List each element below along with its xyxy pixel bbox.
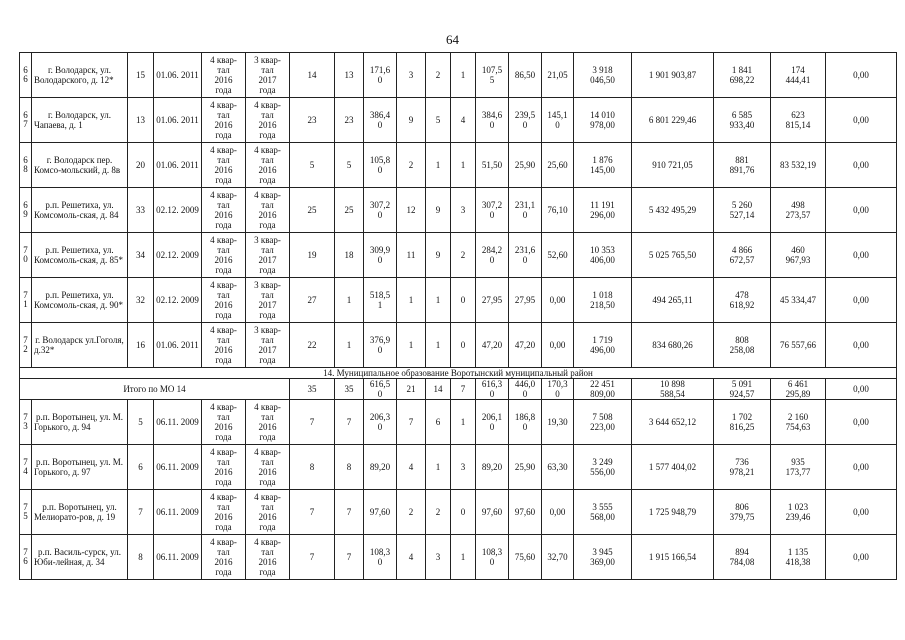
- table-cell: 11: [397, 233, 426, 278]
- row-number-digit: 3: [23, 421, 28, 431]
- table-cell: 47,20: [476, 323, 509, 368]
- row-number: [20, 535, 32, 580]
- table-cell: 1: [426, 323, 451, 368]
- table-cell: 27: [290, 278, 335, 323]
- table-cell: 0,00: [826, 490, 897, 535]
- rows-after-section: [20, 400, 897, 580]
- table-cell: 14: [290, 53, 335, 98]
- total-cell: 35: [335, 379, 364, 400]
- table-cell: 32,70: [542, 535, 574, 580]
- table-cell: 2 160 754,63: [771, 400, 826, 445]
- row-number: [20, 188, 32, 233]
- table-cell: 1 018 218,50: [574, 278, 632, 323]
- table-cell: 7: [397, 400, 426, 445]
- table-cell: 4 квар- тал 2016 года: [202, 490, 246, 535]
- table-cell: 7 508 223,00: [574, 400, 632, 445]
- table-cell: 0,00: [826, 233, 897, 278]
- table-cell: 1: [397, 278, 426, 323]
- address-cell: г. Володарск пер. Комсо-мольский, д. 8в: [32, 143, 128, 188]
- table-cell: 02.12. 2009: [154, 233, 202, 278]
- address-cell: р.п. Василь-сурск, ул. Юби-лейная, д. 34: [32, 535, 128, 580]
- table-cell: 384,6 0: [476, 98, 509, 143]
- row-number: [20, 445, 32, 490]
- row-number-digit: 6: [23, 200, 28, 210]
- table-cell: 01.06. 2011: [154, 143, 202, 188]
- table-cell: 1 135 418,38: [771, 535, 826, 580]
- table-cell: 1: [451, 143, 476, 188]
- row-number-digit: 7: [23, 245, 28, 255]
- table-cell: 89,20: [476, 445, 509, 490]
- table-row: [20, 233, 897, 278]
- row-number: [20, 98, 32, 143]
- table-cell: 8: [335, 445, 364, 490]
- rows-before-section: [20, 53, 897, 368]
- table-cell: 06.11. 2009: [154, 490, 202, 535]
- table-cell: 14 010 978,00: [574, 98, 632, 143]
- table-cell: 3 555 568,00: [574, 490, 632, 535]
- row-number: [20, 233, 32, 278]
- address-cell: г. Володарск, ул. Чапаева, д. 1: [32, 98, 128, 143]
- row-number-digit: 6: [23, 74, 28, 84]
- table-cell: 0,00: [826, 535, 897, 580]
- table-cell: 06.11. 2009: [154, 445, 202, 490]
- table-cell: 12: [397, 188, 426, 233]
- table-cell: 498 273,57: [771, 188, 826, 233]
- table-cell: 307,2 0: [364, 188, 397, 233]
- total-cell: 22 451 809,00: [574, 379, 632, 400]
- table-cell: 0,00: [826, 143, 897, 188]
- table-cell: 06.11. 2009: [154, 535, 202, 580]
- table-cell: 76 557,66: [771, 323, 826, 368]
- table-cell: 478 618,92: [714, 278, 771, 323]
- table-cell: 4 квар- тал 2016 года: [202, 188, 246, 233]
- table-cell: 97,60: [476, 490, 509, 535]
- table-cell: 10 353 406,00: [574, 233, 632, 278]
- table-cell: 7: [290, 535, 335, 580]
- table-cell: 4 квар- тал 2016 года: [202, 278, 246, 323]
- table-cell: 894 784,08: [714, 535, 771, 580]
- table-cell: 1: [451, 53, 476, 98]
- table-cell: 25,90: [509, 143, 542, 188]
- table-cell: 52,60: [542, 233, 574, 278]
- table-cell: 0,00: [826, 188, 897, 233]
- table-cell: 145,1 0: [542, 98, 574, 143]
- table-cell: 2: [397, 490, 426, 535]
- table-row: [20, 53, 897, 98]
- table-cell: 25: [335, 188, 364, 233]
- table-cell: 8: [290, 445, 335, 490]
- table-cell: 3: [451, 188, 476, 233]
- table-cell: 3: [451, 445, 476, 490]
- table-cell: 3 644 652,12: [632, 400, 714, 445]
- table-cell: 1: [426, 445, 451, 490]
- total-cell: 0,00: [826, 379, 897, 400]
- table-cell: 186,8 0: [509, 400, 542, 445]
- table-cell: 9: [426, 188, 451, 233]
- row-number: [20, 278, 32, 323]
- table-cell: 02.12. 2009: [154, 188, 202, 233]
- table-cell: 736 978,21: [714, 445, 771, 490]
- table-cell: 309,9 0: [364, 233, 397, 278]
- row-number: [20, 143, 32, 188]
- table-row: [20, 490, 897, 535]
- page-number: 64: [446, 32, 459, 47]
- row-number: [20, 490, 32, 535]
- table-cell: 105,8 0: [364, 143, 397, 188]
- table-cell: 86,50: [509, 53, 542, 98]
- section-header-row: [20, 368, 897, 379]
- table-cell: 239,5 0: [509, 98, 542, 143]
- table-cell: 4 квар- тал 2016 года: [202, 53, 246, 98]
- table-cell: 7: [335, 535, 364, 580]
- table-cell: 910 721,05: [632, 143, 714, 188]
- table-cell: 3 квар- тал 2017 года: [246, 233, 290, 278]
- table-cell: 3: [426, 535, 451, 580]
- total-cell: 6 461 295,89: [771, 379, 826, 400]
- table-cell: 206,3 0: [364, 400, 397, 445]
- table-cell: 2: [426, 490, 451, 535]
- table-cell: 623 815,14: [771, 98, 826, 143]
- table-cell: 0,00: [542, 278, 574, 323]
- table-cell: 284,2 0: [476, 233, 509, 278]
- table-cell: 881 891,76: [714, 143, 771, 188]
- row-number-digit: 7: [23, 119, 28, 129]
- table-cell: 518,5 1: [364, 278, 397, 323]
- table-cell: 5 025 765,50: [632, 233, 714, 278]
- table-cell: 0,00: [826, 53, 897, 98]
- table-cell: 19,30: [542, 400, 574, 445]
- table-cell: 3 945 369,00: [574, 535, 632, 580]
- table-cell: 5: [128, 400, 154, 445]
- table-cell: 1: [426, 143, 451, 188]
- table-cell: 4 квар- тал 2016 года: [246, 490, 290, 535]
- table-cell: 2: [397, 143, 426, 188]
- table-cell: 51,50: [476, 143, 509, 188]
- table-cell: 9: [397, 98, 426, 143]
- total-cell: 21: [397, 379, 426, 400]
- row-number-digit: 6: [23, 110, 28, 120]
- table-cell: 0,00: [826, 98, 897, 143]
- table-cell: 4 квар- тал 2016 года: [202, 535, 246, 580]
- table-cell: 7: [290, 400, 335, 445]
- table-cell: 7: [335, 490, 364, 535]
- table-cell: 2: [426, 53, 451, 98]
- table-cell: 0: [451, 490, 476, 535]
- row-number-digit: 6: [23, 155, 28, 165]
- table-cell: 808 258,08: [714, 323, 771, 368]
- address-cell: р.п. Воротынец, ул. М. Горького, д. 94: [32, 400, 128, 445]
- total-cell: 10 898 588,54: [632, 379, 714, 400]
- table-cell: 13: [335, 53, 364, 98]
- table-cell: 4: [397, 535, 426, 580]
- table-cell: 494 265,11: [632, 278, 714, 323]
- table-cell: 386,4 0: [364, 98, 397, 143]
- table-row: [20, 400, 897, 445]
- row-number: [20, 400, 32, 445]
- table-cell: 2: [451, 233, 476, 278]
- row-number-digit: 6: [23, 65, 28, 75]
- table-cell: 108,3 0: [476, 535, 509, 580]
- table-cell: 0,00: [826, 445, 897, 490]
- total-cell: 616,3 0: [476, 379, 509, 400]
- table-cell: 4 квар- тал 2016 года: [202, 233, 246, 278]
- address-cell: г. Володарск ул.Гоголя, д.32*: [32, 323, 128, 368]
- table-cell: 01.06. 2011: [154, 323, 202, 368]
- table-cell: 01.06. 2011: [154, 53, 202, 98]
- table-cell: 307,2 0: [476, 188, 509, 233]
- table-cell: 174 444,41: [771, 53, 826, 98]
- table-cell: 1: [451, 535, 476, 580]
- total-cell: 7: [451, 379, 476, 400]
- table-cell: 1 915 166,54: [632, 535, 714, 580]
- table-cell: 1: [426, 278, 451, 323]
- table-row: [20, 445, 897, 490]
- table-cell: 4 квар- тал 2016 года: [246, 98, 290, 143]
- table-cell: 75,60: [509, 535, 542, 580]
- table-cell: 27,95: [476, 278, 509, 323]
- table-cell: 47,20: [509, 323, 542, 368]
- table-cell: 7: [335, 400, 364, 445]
- table-row: [20, 535, 897, 580]
- total-cell: 616,5 0: [364, 379, 397, 400]
- table-cell: 11 191 296,00: [574, 188, 632, 233]
- row-number-digit: 7: [23, 290, 28, 300]
- table-cell: 22: [290, 323, 335, 368]
- table-cell: 21,05: [542, 53, 574, 98]
- row-number: [20, 323, 32, 368]
- table-cell: 3: [397, 53, 426, 98]
- table-cell: 935 173,77: [771, 445, 826, 490]
- table-cell: 15: [128, 53, 154, 98]
- total-label: Итого по МО 14: [20, 379, 290, 400]
- table-cell: 834 680,26: [632, 323, 714, 368]
- table-row: [20, 278, 897, 323]
- row-number-digit: 7: [23, 412, 28, 422]
- total-cell: 14: [426, 379, 451, 400]
- section-title: 14. Муниципальное образование Воротынский муниципальный район: [20, 368, 897, 379]
- total-cell: 5 091 924,57: [714, 379, 771, 400]
- row-number-digit: 1: [23, 299, 28, 309]
- row-number-digit: 7: [23, 547, 28, 557]
- table-cell: 9: [426, 233, 451, 278]
- table-cell: 4 квар- тал 2016 года: [246, 143, 290, 188]
- table-cell: 5: [426, 98, 451, 143]
- table-cell: 1: [335, 323, 364, 368]
- address-cell: г. Володарск, ул. Володарского, д. 12*: [32, 53, 128, 98]
- table-cell: 1: [451, 400, 476, 445]
- table-cell: 1 725 948,79: [632, 490, 714, 535]
- table-cell: 231,1 0: [509, 188, 542, 233]
- table-cell: 27,95: [509, 278, 542, 323]
- table-cell: 4 866 672,57: [714, 233, 771, 278]
- table-cell: 6: [426, 400, 451, 445]
- table-cell: 1 023 239,46: [771, 490, 826, 535]
- row-number-digit: 9: [23, 209, 28, 219]
- table-cell: 25,60: [542, 143, 574, 188]
- table-cell: 4 квар- тал 2016 года: [202, 445, 246, 490]
- table-cell: 5: [335, 143, 364, 188]
- table-cell: 4 квар- тал 2016 года: [202, 143, 246, 188]
- table-cell: 63,30: [542, 445, 574, 490]
- table-cell: 171,6 0: [364, 53, 397, 98]
- table-cell: 13: [128, 98, 154, 143]
- table-cell: 107,5 5: [476, 53, 509, 98]
- table-cell: 83 532,19: [771, 143, 826, 188]
- table-cell: 5 260 527,14: [714, 188, 771, 233]
- table-cell: 20: [128, 143, 154, 188]
- table-cell: 1 719 496,00: [574, 323, 632, 368]
- row-number: [20, 53, 32, 98]
- table-cell: 8: [128, 535, 154, 580]
- table-cell: 32: [128, 278, 154, 323]
- table-cell: 1 577 404,02: [632, 445, 714, 490]
- table-cell: 76,10: [542, 188, 574, 233]
- table-row: [20, 323, 897, 368]
- address-cell: р.п. Решетиха, ул. Комсомоль-ская, д. 90*: [32, 278, 128, 323]
- table-cell: 4 квар- тал 2016 года: [246, 400, 290, 445]
- row-number-digit: 6: [23, 556, 28, 566]
- table-cell: 6: [128, 445, 154, 490]
- table-cell: 4 квар- тал 2016 года: [202, 98, 246, 143]
- table-cell: 1 702 816,25: [714, 400, 771, 445]
- table-cell: 6 585 933,40: [714, 98, 771, 143]
- row-number-digit: 7: [23, 335, 28, 345]
- housing-register-table: [19, 52, 897, 580]
- table-cell: 3 918 046,50: [574, 53, 632, 98]
- table-cell: 7: [290, 490, 335, 535]
- table-cell: 3 квар- тал 2017 года: [246, 323, 290, 368]
- address-cell: р.п. Воротынец, ул. М. Горького, д. 97: [32, 445, 128, 490]
- row-number-digit: 2: [23, 344, 28, 354]
- table-cell: 231,6 0: [509, 233, 542, 278]
- table-cell: 0,00: [826, 323, 897, 368]
- table-cell: 1: [397, 323, 426, 368]
- table-cell: 45 334,47: [771, 278, 826, 323]
- table-cell: 0: [451, 278, 476, 323]
- table-cell: 206,1 0: [476, 400, 509, 445]
- row-number-digit: 8: [23, 164, 28, 174]
- table-cell: 4 квар- тал 2016 года: [246, 445, 290, 490]
- total-cell: 35: [290, 379, 335, 400]
- table-cell: 0,00: [826, 400, 897, 445]
- table-cell: 33: [128, 188, 154, 233]
- table-cell: 3 квар- тал 2017 года: [246, 53, 290, 98]
- table-cell: 4: [451, 98, 476, 143]
- table-cell: 0: [451, 323, 476, 368]
- row-number-digit: 5: [23, 511, 28, 521]
- table-cell: 23: [335, 98, 364, 143]
- total-row: [20, 379, 897, 400]
- table-cell: 4 квар- тал 2016 года: [202, 400, 246, 445]
- address-cell: р.п. Воротынец, ул. Мелиорато-ров, д. 19: [32, 490, 128, 535]
- table-cell: 4 квар- тал 2016 года: [246, 535, 290, 580]
- table-cell: 0,00: [542, 490, 574, 535]
- table-cell: 376,9 0: [364, 323, 397, 368]
- table-row: [20, 143, 897, 188]
- row-number-digit: 7: [23, 502, 28, 512]
- table-cell: 1: [335, 278, 364, 323]
- section-block: [20, 368, 897, 400]
- table-cell: 89,20: [364, 445, 397, 490]
- table-cell: 3 квар- тал 2017 года: [246, 278, 290, 323]
- total-cell: 446,0 0: [509, 379, 542, 400]
- table-cell: 34: [128, 233, 154, 278]
- table-cell: 0,00: [826, 278, 897, 323]
- row-number-digit: 0: [23, 254, 28, 264]
- table-cell: 97,60: [364, 490, 397, 535]
- table-cell: 25: [290, 188, 335, 233]
- row-number-digit: 4: [23, 466, 28, 476]
- table-cell: 6 801 229,46: [632, 98, 714, 143]
- address-cell: р.п. Решетиха, ул. Комсомоль-ская, д. 84: [32, 188, 128, 233]
- table-cell: 18: [335, 233, 364, 278]
- table-cell: 108,3 0: [364, 535, 397, 580]
- table-cell: 1 876 145,00: [574, 143, 632, 188]
- table-cell: 4 квар- тал 2016 года: [202, 323, 246, 368]
- table-row: [20, 188, 897, 233]
- table-cell: 97,60: [509, 490, 542, 535]
- row-number-digit: 7: [23, 457, 28, 467]
- total-cell: 170,3 0: [542, 379, 574, 400]
- table-cell: 4 квар- тал 2016 года: [246, 188, 290, 233]
- table-cell: 16: [128, 323, 154, 368]
- address-cell: р.п. Решетиха, ул. Комсомоль-ская, д. 85*: [32, 233, 128, 278]
- table-cell: 7: [128, 490, 154, 535]
- table-cell: 460 967,93: [771, 233, 826, 278]
- table-cell: 0,00: [542, 323, 574, 368]
- table-cell: 5: [290, 143, 335, 188]
- table-cell: 01.06. 2011: [154, 98, 202, 143]
- table-cell: 4: [397, 445, 426, 490]
- table-row: [20, 98, 897, 143]
- table-cell: 02.12. 2009: [154, 278, 202, 323]
- table-cell: 3 249 556,00: [574, 445, 632, 490]
- table-cell: 5 432 495,29: [632, 188, 714, 233]
- table-cell: 23: [290, 98, 335, 143]
- table-cell: 19: [290, 233, 335, 278]
- table-cell: 06.11. 2009: [154, 400, 202, 445]
- table-cell: 1 901 903,87: [632, 53, 714, 98]
- table-cell: 806 379,75: [714, 490, 771, 535]
- table-cell: 1 841 698,22: [714, 53, 771, 98]
- table-cell: 25,90: [509, 445, 542, 490]
